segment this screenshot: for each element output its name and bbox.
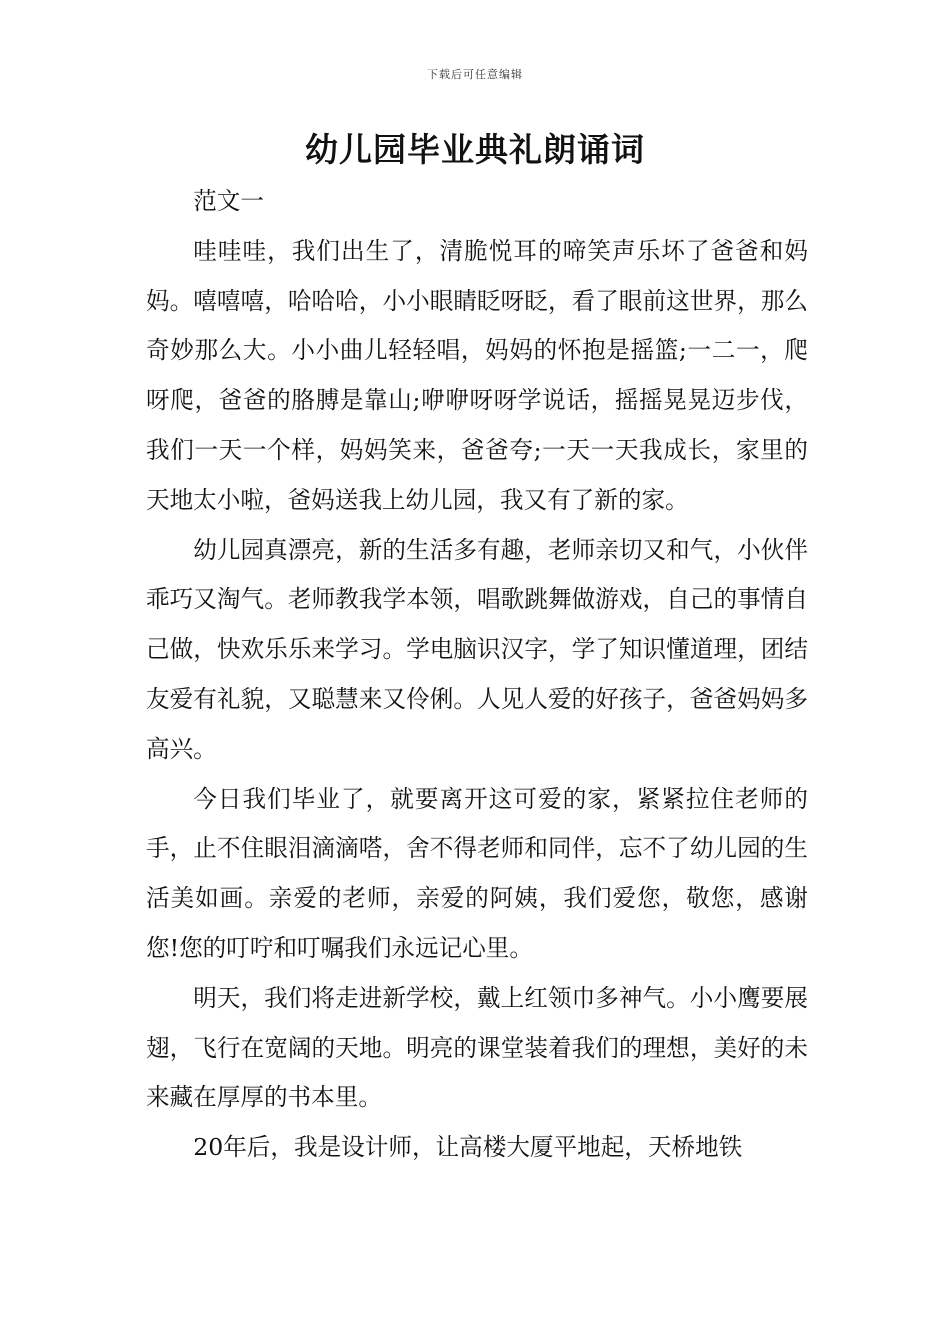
paragraph: 哇哇哇，我们出生了，清脆悦耳的啼笑声乐坏了爸爸和妈妈。嘻嘻嘻，哈哈哈，小小眼睛眨呀眨，看了眼前这世界，那么奇妙那么大。小小曲儿轻轻唱，妈妈的怀抱是摇篮;一二一，爬呀爬，爸爸的胳膊是靠山;咿咿呀呀学说话，摇摇晃晃迈步伐，我们一天一个样，妈妈笑来，爸爸夸;一天一天我成长，家里的天地太小啦，爸妈送我上幼儿园，我又有了新的家。: [146, 236, 808, 514]
document-body: [146, 177, 808, 1173]
header-note: 下载后可任意编辑: [427, 68, 523, 81]
document-title: 幼儿园毕业典礼朗诵词: [305, 130, 645, 169]
paragraph: 幼儿园真漂亮，新的生活多有趣，老师亲切又和气，小伙伴乖巧又淘气。老师教我学本领，唱歌跳舞做游戏，自己的事情自己做，快欢乐乐来学习。学电脑识汉字，学了知识懂道理，团结友爱有礼貌，又聪慧来又伶俐。人见人爱的好孩子，爸爸妈妈多高兴。: [146, 535, 808, 763]
paragraph: 今日我们毕业了，就要离开这可爱的家，紧紧拉住老师的手，止不住眼泪滴滴嗒，舍不得老师和同伴，忘不了幼儿园的生活美如画。亲爱的老师，亲爱的阿姨，我们爱您，敬您，感谢您!您的叮咛和叮嘱我们永远记心里。: [146, 784, 808, 962]
subtitle: 范文一: [193, 187, 264, 215]
paragraph: 明天，我们将走进新学校，戴上红领巾多神气。小小鹰要展翅，飞行在宽阔的天地。明亮的课堂装着我们的理想，美好的未来藏在厚厚的书本里。: [146, 983, 808, 1112]
paragraph: 20年后，我是设计师，让高楼大厦平地起，天桥地铁: [193, 1133, 743, 1162]
